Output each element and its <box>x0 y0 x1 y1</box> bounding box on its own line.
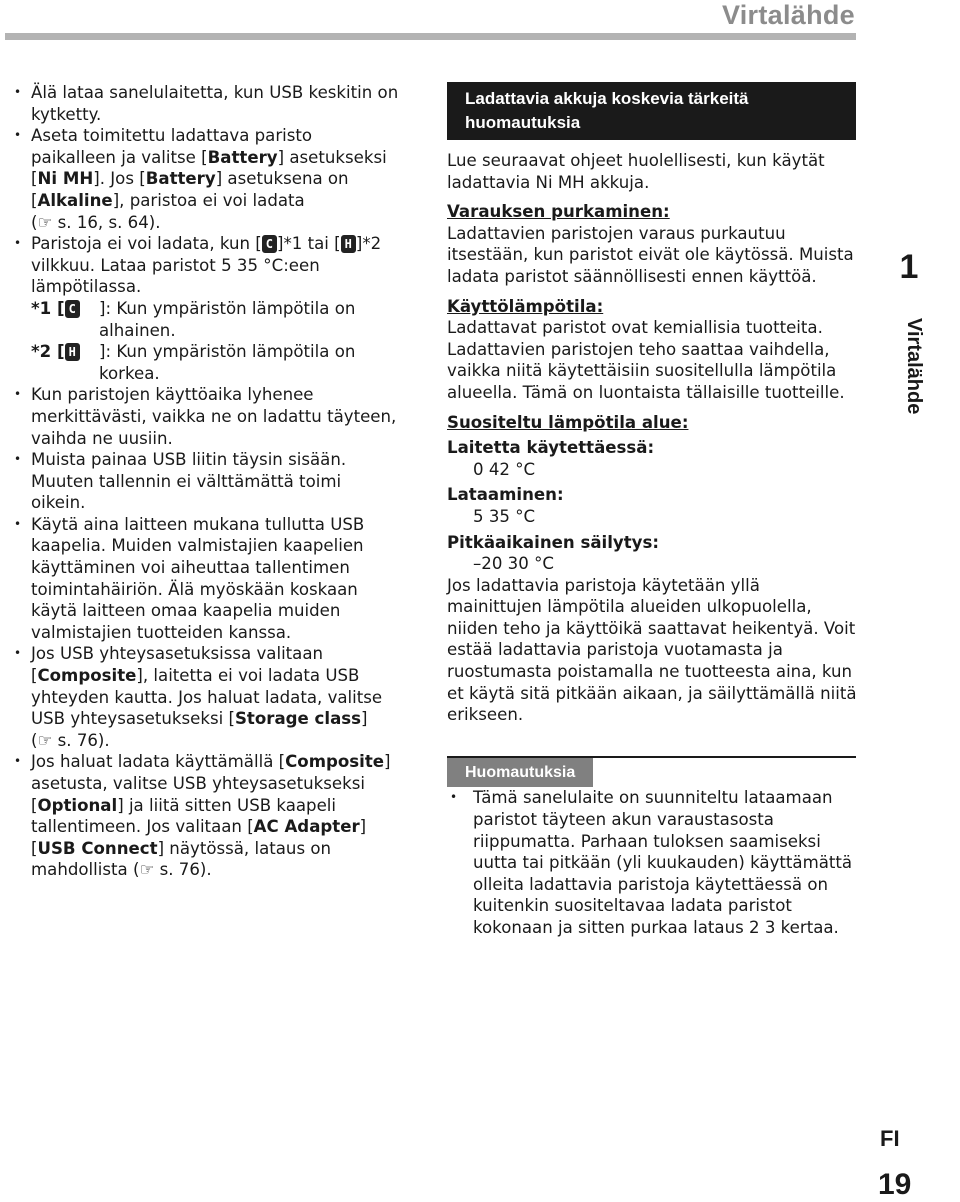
list-item: • Kun paristojen käyttöaika lyhenee merkittävästi, vaikka ne on ladattu täyteen, vaihda ne uusiin. <box>11 384 399 449</box>
operating-temp-text: Ladattavat paristot ovat kemiallisia tuotteita. Ladattavien paristojen teho saattaa vaihdella, vaikka niitä käytettäisiin suositellulla lämpötila alueella. Tämä on luontaista tällaisille tuotteille. <box>447 318 845 402</box>
hot-temperature-icon: H <box>65 343 80 361</box>
footnote-2: *2 [ H ]: Kun ympäristön lämpötila on korkea. <box>31 342 356 383</box>
page-header-title: Virtalähde <box>721 0 855 30</box>
discharge-text: Ladattavien paristojen varaus purkautuu itsestään, kun paristot eivät ole käytössä. Muista ladata paristot säännöllisesti ennen käyttöä. <box>447 223 854 286</box>
footnote-1: *1 [ C ]: Kun ympäristön lämpötila on alhainen. <box>31 298 356 340</box>
page-reference: (☞ s. 76). <box>31 730 110 750</box>
language-code: FI <box>880 1126 900 1151</box>
temp-value-use: 0 42 °C <box>473 459 536 479</box>
list-item: • Paristoja ei voi ladata, kun [ C ]*1 tai [ H ]*2 vilkkuu. Lataa paristot 5 35 °C:een lämpötilassa. *1 [ C ]: Kun ympäristön lämpötila on alhainen. *2 [ H ]: Kun ympäristön lämpötila on korkea. <box>11 233 399 384</box>
section-title-discharge: Varauksen purkaminen: <box>447 202 670 222</box>
list-item: • Jos USB yhteysasetuksissa valitaan [Composite], laitetta ei voi ladata USB yhteyden kautta. Jos haluat ladata, valitse USB yhteysasetukseksi [Storage class] (☞ s. 76). <box>11 643 399 751</box>
intro-text: Lue seuraavat ohjeet huolellisesti, kun käytät ladattavia Ni MH akkuja. <box>447 151 825 192</box>
notes-label: Huomautuksia <box>447 758 593 788</box>
list-item: • Älä lataa sanelulaitetta, kun USB keskitin on kytketty. <box>11 82 399 125</box>
temp-value-charging: 5 35 °C <box>473 506 536 526</box>
temp-value-storage: –20 30 °C <box>473 554 554 574</box>
cold-temperature-icon: C <box>262 235 277 253</box>
notes-section <box>447 756 859 939</box>
section-title-recommended-temp: Suositeltu lämpötila alue: <box>447 412 689 432</box>
notes-list <box>447 787 859 938</box>
left-bullet-list <box>11 82 399 881</box>
page-reference: (☞ s. 16, s. 64). <box>31 212 161 232</box>
temp-label-use: Laitetta käytettäessä: <box>447 438 655 458</box>
page-reference: (☞ s. 76). <box>132 860 212 880</box>
hot-temperature-icon: H <box>341 235 356 253</box>
page-number: 19 <box>878 1168 912 1201</box>
list-item: • Tämä sanelulaite on suunniteltu lataamaan paristot täyteen akun varaustasosta riippumatta. Parhaan tuloksen saamiseksi uutta tai pitkään (yli kuukauden) käyttämättä olleita ladattavia paristoja käytettäessä on kuitenkin suositeltavaa ladata paristot kokonaan ja sitten purkaa lataus 2 3 kertaa. <box>447 787 859 938</box>
temp-label-storage: Pitkäaikainen säilytys: <box>447 532 660 552</box>
right-column <box>447 82 859 939</box>
chapter-title: Virtalähde <box>903 318 925 415</box>
list-item: • Aseta toimitettu ladattava paristo paikalleen ja valitse [Battery] asetukseksi [Ni MH]. Jos [Battery] asetuksena on [Alkaline], paristoa ei voi ladata (☞ s. 16, s. 64). <box>11 125 399 233</box>
header-rule <box>5 33 856 40</box>
section-title-operating-temp: Käyttölämpötila: <box>447 296 604 316</box>
list-item: • Muista painaa USB liitin täysin sisään. Muuten tallennin ei välttämättä toimi oikein. <box>11 449 399 514</box>
chapter-number: 1 <box>899 248 919 286</box>
left-column <box>11 82 399 881</box>
recommended-temp-text: Jos ladattavia paristoja käytetään yllä mainittujen lämpötila alueiden ulkopuolella, niiden teho ja käyttöikä saattavat heikentyä. Voit estää ladattavia paristoja vuotamasta ja ruostumasta poistamalla ne tuotteesta aina, kun et käytä sitä pitkään aikaan, ja säilyttämällä niitä erikseen. <box>447 575 857 725</box>
list-item: • Jos haluat ladata käyttämällä [Composite] asetusta, valitse USB yhteysasetukseksi [Optional] ja liitä sitten USB kaapeli tallentimeen. Jos valitaan [AC Adapter] [USB Connect] näytössä, lataus on mahdollista (☞ s. 76). <box>11 751 399 881</box>
temp-label-charging: Lataaminen: <box>447 485 564 505</box>
section-heading-box: Ladattavia akkuja koskevia tärkeitä huomautuksia <box>447 82 856 140</box>
list-item: • Käytä aina laitteen mukana tullutta USB kaapelia. Muiden valmistajien kaapelien käyttäminen voi aiheuttaa tallentimen toimintahäiriön. Älä myöskään koskaan käytä laitteen omaa kaapelia muiden valmistajien tuotteiden kanssa. <box>11 514 399 644</box>
cold-temperature-icon: C <box>65 300 80 318</box>
